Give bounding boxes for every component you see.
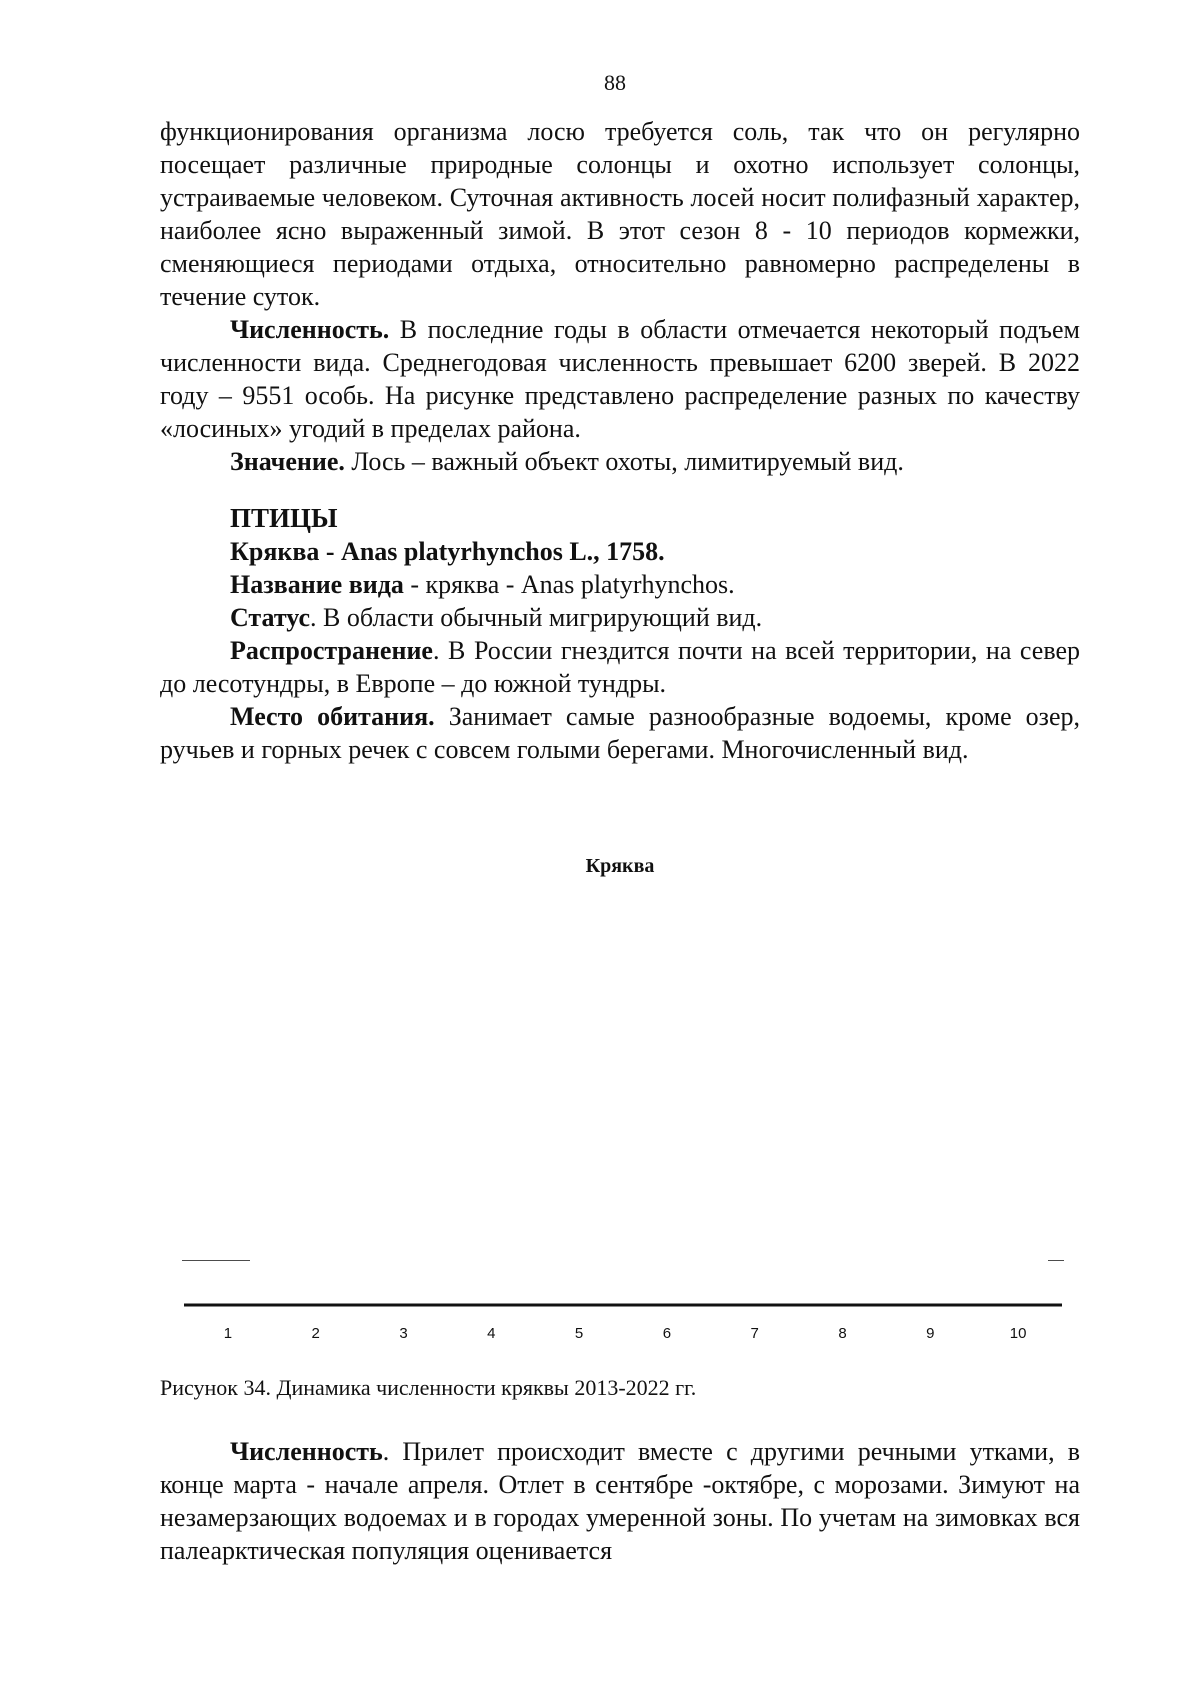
duck-population-label: Численность [230,1437,383,1466]
duck-population-text: . Прилет происходит вместе с другими речными утками, в конце марта - начале апреля. Отлет в сентябре -октябре, с морозами. Зимуют на незамерзающих водоемах и в городах умеренной зоны. По учетам на зимовках вся палеарктическая популяция оценивается [160,1437,1080,1565]
moose-population-label: Численность. [230,315,390,344]
x-tick-label: 9 [926,1325,935,1342]
x-tick-label: 4 [487,1325,496,1342]
x-tick-label: 8 [838,1325,847,1342]
x-tick-label: 7 [750,1325,759,1342]
intro-block [160,115,1080,478]
population-chart [0,1260,1200,1360]
species-name-label: Название вида [230,570,404,599]
moose-value-paragraph [160,445,1080,478]
status-text: . В области обычный мигрирующий вид. [310,603,763,632]
moose-value-text: Лось – важный объект охоты, лимитируемый вид. [344,447,904,476]
distribution-text: . В России гнездится почти на всей территории, на север до лесотундры, в Европе – до южной тундры. [160,636,1080,698]
habitat-label: Место обитания. [230,702,435,731]
status-label: Статус [230,603,311,632]
habitat-text: Занимает самые разнообразные водоемы, кроме озер, ручьев и горных речек с совсем голыми берегами. Многочисленный вид. [160,702,1080,764]
moose-value-label: Значение. [230,447,345,476]
page-number: 88 [604,70,626,95]
duck-population-block [160,1435,1080,1567]
section-title: ПТИЦЫ [230,503,338,533]
species-name-line [160,568,1080,601]
x-tick-label: 5 [574,1325,584,1342]
intro-paragraph: функционирования организма лосю требуется соль, так что он регулярно посещает различные природные солонцы и охотно использует солонцы, устраиваемые человеком. Суточная активность лосей носит полифазный характер, наиболее ясно выраженный зимой. В этот сезон 8 - 10 периодов кормежки, сменяющиеся периодами отдыха, относительно равномерно распределены в течение суток. [160,117,1080,311]
birds-block [160,502,1080,766]
figure-caption: Рисунок 34. Динамика численности кряквы 2013-2022 гг. [160,1375,697,1400]
x-tick-label: 3 [399,1325,408,1342]
species-heading: Кряква - Anas platyrhynchos L., 1758. [230,537,665,566]
moose-population-paragraph [160,313,1080,445]
distribution-label: Распространение [230,636,433,665]
x-tick-label: 6 [662,1325,672,1342]
duck-population-paragraph [160,1435,1080,1567]
x-tick-label: 10 [1009,1325,1027,1342]
distribution-paragraph [160,634,1080,700]
x-axis-ticks [224,1325,1027,1342]
species-name-text: - кряква - Anas platyrhynchos. [403,570,735,599]
x-tick-label: 1 [223,1325,233,1342]
moose-population-text: В последние годы в области отмечается некоторый подъем численности вида. Среднегодовая численность превышает 6200 зверей. В 2022 году – 9551 особь. На рисунке представлено распределение разных по качеству «лосиных» угодий в пределах района. [160,315,1080,443]
habitat-paragraph [160,700,1080,766]
chart-title: Кряква [585,855,655,877]
status-line [160,601,1080,634]
x-tick-label: 2 [311,1325,320,1342]
